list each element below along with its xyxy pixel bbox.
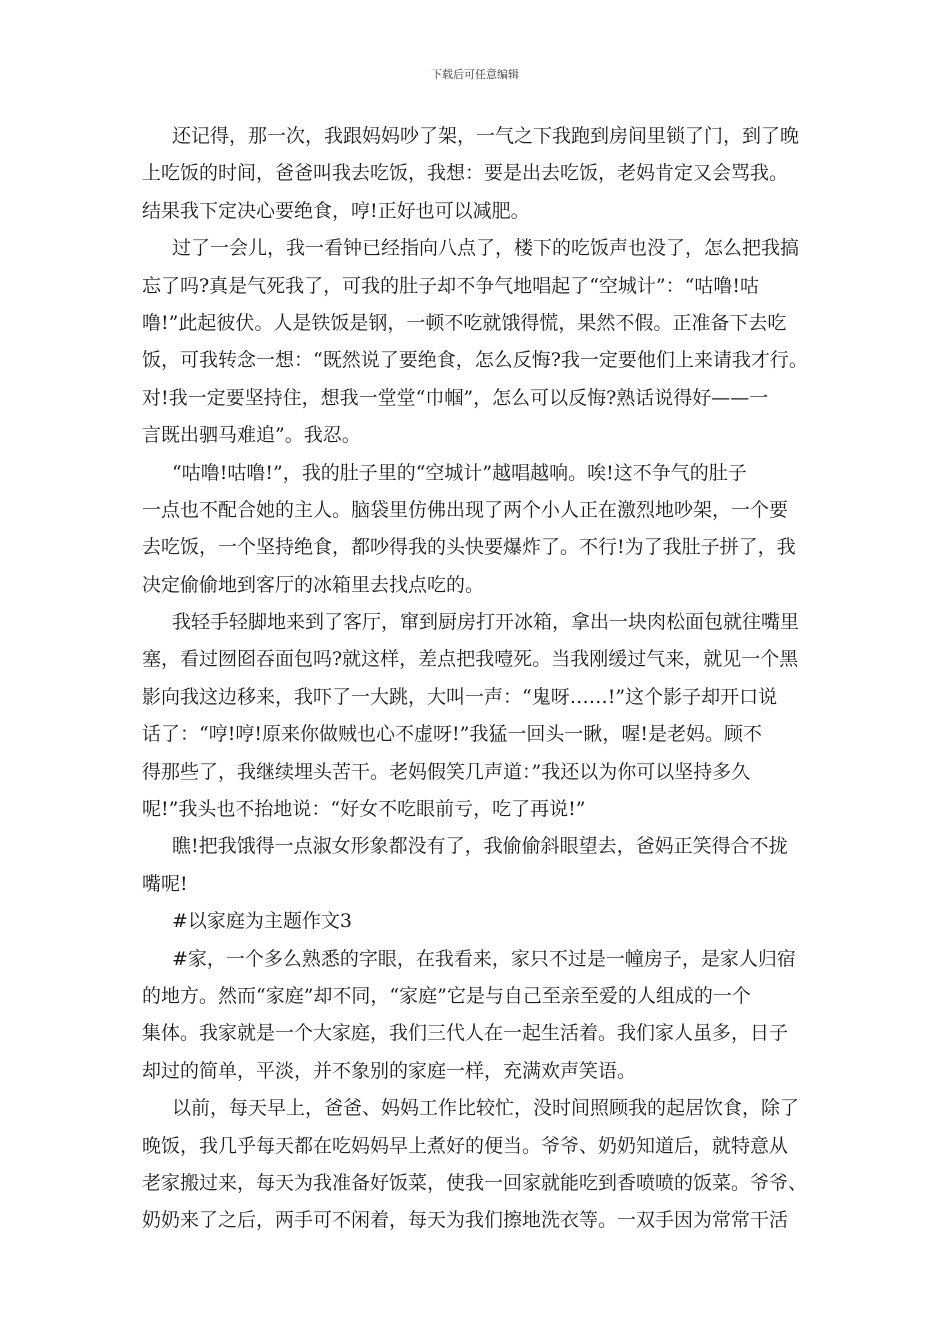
text-line: 去吃饭，一个坚持绝食，都吵得我的头快要爆炸了。不行!为了我肚子拼了，我	[142, 536, 796, 559]
text-line: “咕噜!咕噜!”，我的肚子里的“空城计”越唱越响。唉!这不争气的肚子	[172, 461, 747, 484]
text-line: 上吃饭的时间，爸爸叫我去吃饭，我想：要是出去吃饭，老妈肯定又会骂我。	[142, 162, 789, 185]
text-line: 得那些了，我继续埋头苦干。老妈假笑几声道：”我还以为你可以坚持多久	[142, 760, 751, 783]
text-line: 对!我一定要坚持住，想我一堂堂“巾帼”，怎么可以反悔?熟话说得好——一	[142, 386, 769, 409]
text-line: 忘了吗?真是气死我了，可我的肚子却不争气地唱起了“空城计”：“咕噜!咕	[142, 274, 759, 297]
text-line: 的地方。然而“家庭”却不同，“家庭”它是与自己至亲至爱的人组成的一个	[142, 984, 751, 1007]
text-line: 集体。我家就是一个大家庭，我们三代人在一起生活着。我们家人虽多，日子	[142, 1022, 789, 1045]
text-line: 却过的简单，平淡，并不象别的家庭一样，充满欢声笑语。	[142, 1059, 637, 1082]
text-line: 嘴呢!	[142, 872, 188, 895]
text-line: 一点也不配合她的主人。脑袋里仿佛出现了两个小人正在激烈地吵架，一个要	[142, 498, 789, 521]
text-line: 言既出驷马难追”。我忍。	[142, 424, 361, 447]
text-line: 晚饭，我几乎每天都在吃妈妈早上煮好的便当。爷爷、奶奶知道后，就特意从	[142, 1134, 789, 1157]
text-line: 影向我这边移来，我吓了一大跳，大叫一声：“鬼呀……!”这个影子却开口说	[142, 685, 778, 708]
text-line: #家，一个多么熟悉的字眼，在我看来，家只不过是一幢房子，是家人归宿	[172, 947, 796, 970]
page-header-note: 下载后可任意编辑	[431, 68, 519, 81]
text-line: 以前，每天早上，爸爸、妈妈工作比较忙，没时间照顾我的起居饮食，除了	[172, 1097, 800, 1120]
text-line: 噜!”此起彼伏。人是铁饭是钢，一顿不吃就饿得慌，果然不假。正准备下去吃	[142, 311, 787, 334]
text-line: 结果我下定决心要绝食，哼!正好也可以减肥。	[142, 199, 530, 222]
text-line: 呢!”我头也不抬地说：“好女不吃眼前亏，吃了再说!”	[142, 798, 586, 821]
text-line: #以家庭为主题作文3	[172, 910, 353, 933]
text-line: 塞，看过囫囵吞面包吗?就这样，差点把我噎死。当我刚缓过气来，就见一个黑	[142, 648, 799, 671]
text-line: 瞧!把我饿得一点淑女形象都没有了，我偷偷斜眼望去，爸妈正笑得合不拢	[172, 835, 788, 858]
text-line: 老家搬过来，每天为我准备好饭菜，使我一回家就能吃到香喷喷的饭菜。爷爷、	[142, 1171, 808, 1194]
text-line: 决定偷偷地到客厅的冰箱里去找点吃的。	[142, 573, 485, 596]
text-line: 我轻手轻脚地来到了客厅，窜到厨房打开冰箱，拿出一块肉松面包就往嘴里	[172, 611, 800, 634]
text-line: 还记得，那一次，我跟妈妈吵了架，一气之下我跑到房间里锁了门，到了晚	[172, 125, 800, 147]
text-line: 话了：“哼!哼!原来你做贼也心不虚呀!”我猛一回头一瞅，喔!是老妈。顾不	[142, 723, 762, 746]
text-line: 奶奶来了之后，两手可不闲着，每天为我们擦地洗衣等。一双手因为常常干活	[142, 1209, 789, 1232]
text-line: 饭，可我转念一想：“既然说了要绝食，怎么反悔?我一定要他们上来请我才行。	[142, 349, 808, 372]
document-body	[142, 118, 812, 1240]
text-line: 过了一会儿，我一看钟已经指向八点了，楼下的吃饭声也没了，怎么把我搞	[172, 237, 800, 260]
